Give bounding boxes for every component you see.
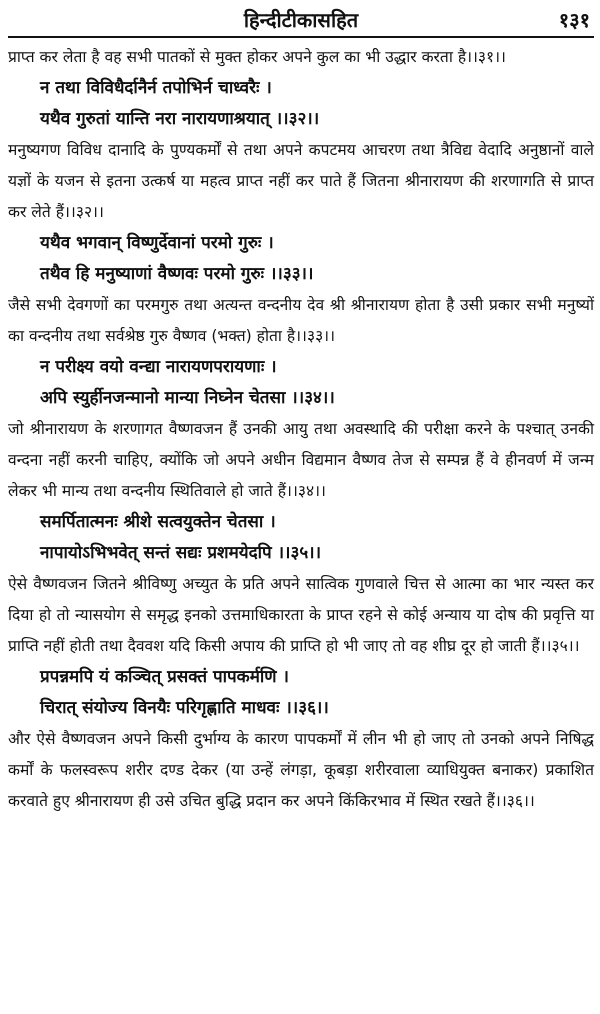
commentary-34: जो श्रीनारायण के शरणागत वैष्णवजन हैं उनकी आयु तथा अवस्थादि की परीक्षा करने के पश्चात् उनकी वन्दना नहीं करनी चाहिए, क्योंकि जो अपने अधीन विद्यमान वैष्णव तेज से सम्पन्न हैं वे हीनवर्ण में जन्म लेकर भी मान्य तथा वन्दनीय स्थितिवाले हो जाते हैं।।३४।।	[8, 420, 594, 500]
verse-35	[8, 507, 594, 569]
verse-line: न परीक्ष्य वयो वन्द्या नारायणपरायणाः ।	[40, 357, 277, 377]
commentary-36: और ऐसे वैष्णवजन अपने किसी दुर्भाग्य के कारण पापकर्मों में लीन भी हो जाए तो उनको अपने निषिद्ध कर्मों के फलस्वरूप शरीर दण्ड देकर (या उन्हें लंगड़ा, कूबड़ा शरीरवाला व्याधियुक्त बनाकर) प्रकाशित करवाते हुए श्रीनारायण ही उसे उचित बुद्धि प्रदान कर अपने किंकिरभाव में स्थित रखते हैं।।३६।।	[8, 730, 594, 810]
page-header	[8, 4, 594, 34]
verse-line: तथैव हि मनुष्याणां वैष्णवः परमो गुरुः ।।३३।।	[40, 264, 314, 284]
page-number: १३१	[558, 8, 590, 32]
verse-line: प्रपन्नमपि यं कञ्चित् प्रसक्तं पापकर्मणि ।	[40, 667, 289, 687]
verse-line: न तथा विविधैर्दानैर्न तपोभिर्न चाध्वरैः ।	[40, 78, 272, 98]
verse-line: अपि स्युर्हीनजन्मानो मान्या निघ्नेन चेतसा ।।३४।।	[40, 388, 335, 408]
commentary-33: जैसे सभी देवगणों का परमगुरु तथा अत्यन्त वन्दनीय देव श्री श्रीनारायण होता है उसी प्रकार सभी मनुष्यों का वन्दनीय तथा सर्वश्रेष्ठ गुरु वैष्णव (भक्त) होता है।।३३।।	[8, 296, 594, 345]
commentary-35: ऐसे वैष्णवजन जितने श्रीविष्णु अच्युत के प्रति अपने सात्विक गुणवाले चित्त से आत्मा का भार न्यस्त कर दिया हो तो न्यासयोग से समृद्ध इनको उत्तमाधिकारता के प्राप्त रहने से कोई अन्याय या दोष की प्रवृत्ति या प्राप्ति नहीं होती तथा दैववश यदि किसी अपाय की प्राप्ति हो भी जाए तो वह शीघ्र दूर हो जाती हैं।।३५।।	[8, 575, 594, 655]
commentary-31: प्राप्त कर लेता है वह सभी पातकों से मुक्त होकर अपने कुल का भी उद्धार करता है।।३१।।	[8, 48, 506, 66]
verse-36	[8, 662, 594, 724]
verse-line: चिरात् संयोज्य विनयैः परिगृह्णाति माधवः ।।३६।।	[40, 698, 329, 718]
verse-line: नापायोऽभिभवेत् सन्तं सद्यः प्रशमयेदपि ।।३५।।	[40, 543, 322, 563]
verse-line: यथैव भगवान् विष्णुर्देवानां परमो गुरुः ।	[40, 233, 274, 253]
commentary-32: मनुष्यगण विविध दानादि के पुण्यकर्मों से तथा अपने कपटमय आचरण तथा त्रैविद्य वेदादि अनुष्ठानों वाले यज्ञों के यजन से इतना उत्कर्ष या महत्व प्राप्त नहीं कर पाते हैं जितना श्रीनारायण की शरणागति से प्राप्त कर लेते हैं।।३२।।	[8, 141, 594, 221]
verse-32	[8, 73, 594, 135]
verse-33	[8, 228, 594, 290]
verse-34	[8, 352, 594, 414]
header-rule	[8, 36, 594, 38]
running-head: हिन्दीटीकासहित	[243, 8, 359, 32]
verse-line: यथैव गुरुतां यान्ति नरा नारायणाश्रयात् ।।३२।।	[40, 109, 320, 129]
verse-line: समर्पितात्मनः श्रीशे सत्वयुक्तेन चेतसा ।	[40, 512, 276, 532]
